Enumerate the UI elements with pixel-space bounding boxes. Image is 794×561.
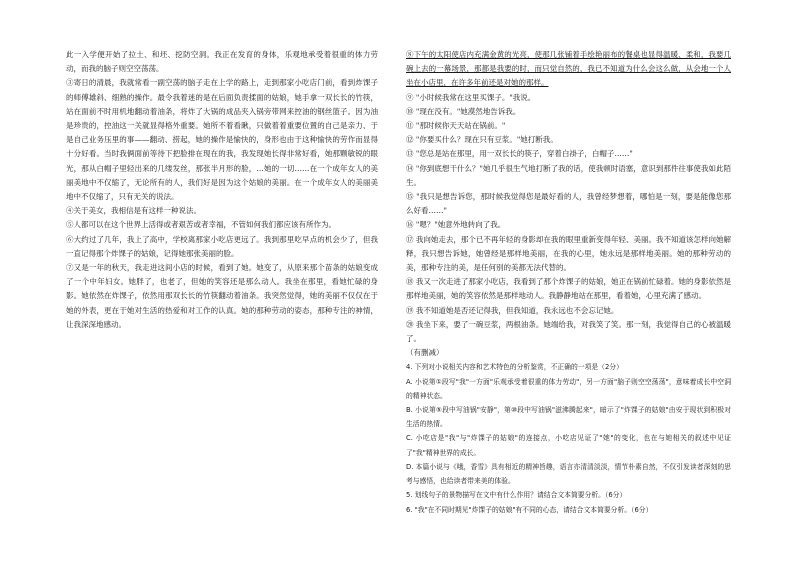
dialogue-15: ⑮ "我只是想告诉您，那时候我觉得您是最好看的人，我曾经梦想着，哪怕是一刻，要是能像您那么好看……" bbox=[406, 192, 731, 216]
source-note: （有删减） bbox=[406, 348, 444, 358]
dialogue-9: ⑨ "小时候我常在这里买馃子。"我说。 bbox=[406, 92, 536, 102]
paragraph-4: ④关于美女，我相信是有这样一种说法。 bbox=[66, 206, 201, 216]
question-4: 4. 下列对小说相关内容和艺术特色的分析鉴赏，不正确的一项是（2分） bbox=[406, 363, 623, 372]
dialogue-10: ⑩ "现在没有。"她漠然地告诉我。 bbox=[406, 106, 521, 116]
underlined-scenery-paragraph: ⑧下午的太阳使店内充满金黄的光亮，使那几张铺着手绘艳丽布的餐桌也显得温暖、柔和，我要几碗上去的一幕场景，那都是我要的时，而只觉自然的，我已不知道为什么会这么做，从会地一个人坐在小店里，在许多年前还是对她的那样。 bbox=[406, 50, 731, 88]
question-5: 5. 划线句子的景物描写在文中有什么作用？请结合文本简要分析。（6分） bbox=[406, 491, 627, 500]
paragraph-3: ③寄日的清晨，我就常看一副空荡的脑子走在上学的路上，走到那家小吃店门前，看到炸馃子的师傅雄斜、细熟的操作。最令我着迷的是在后面负责揉面的姑娘，她手拿一双长长的竹筷，站在面前不时用机地翻动着油条，将炸了大锅的成品夹入锅旁带网来控油的钢丝篮子。因为油是珍贵的，控油这一关就显得格外重要。她所不着看瞅，只做着着重要位置的自己是亲力、于是自己业务压里的事——翻动、捞起，她的操作是愉快的，身形也由于这种愉快的劳作而显得十分好看。当时我俩面前等待下把脸排在现在的我，我发现她长得非常好看，她那颗敏锐的眼光，那从白帽子里轻出来的几缕发丝，那张半月形的脸，…她的一切……在一个成年女人的美丽美地中不仅缩了，无论所有的人，我们好是因为这个姑娘的美丽。在一个成年女人的美丽美地中不仅缩了，只有无关的说法。 bbox=[66, 78, 378, 202]
option-b: B. 小说第⑤段中写油锅"安静"，第⑩段中写油锅"滋沸腾起来"，暗示了"炸馃子的姑娘"由安于现状到积极对生活的热情。 bbox=[406, 406, 731, 429]
option-d: D. 本篇小说与《哦，香雪》具有相近的精神旨趣，语言亦清清淡淡，情节朴素自然，不仅引发读者深刻的思考与感悟，也给读者带来美的体验。 bbox=[406, 462, 731, 486]
dialogue-12: ⑫ "你要买什么？现在只有豆浆。"她打断我。 bbox=[406, 135, 558, 145]
question-6: 6. "我"在不同时期见"炸馃子的姑娘"有不同的心态，请结合文本简要分析。（6分） bbox=[406, 505, 653, 514]
paragraph-18: ⑱ 我又一次走进了那家小吃店，我看到了那个炸馃子的姑娘，她正在锅前忙碌着。她的身影依然是那样地美丽，她的笑容依然是那样地动人。我静静地站在那里，看着她，心里充满了感动。 bbox=[406, 277, 731, 301]
dialogue-14: ⑭ "你到底想干什么？"她几乎很生气地打断了我的话，使我顿时语塞，意识到那件往事使我如此陌生。 bbox=[406, 163, 731, 187]
paragraph-6: ⑥大约过了几年，我上了高中，学校离那家小吃店更远了。我到那里吃早点的机会少了，但我一直记得那个炸馃子的姑娘，记得她那张美丽的脸。 bbox=[66, 234, 378, 258]
dialogue-13: ⑬ "您总是站在那里，用一双长长的筷子，穿着白褂子，白帽子……" bbox=[406, 149, 633, 159]
dialogue-11: ⑪ "那时候你天天站在锅前。" bbox=[406, 121, 506, 131]
dialogue-16: ⑯ "嗯？"她意外地转向了我。 bbox=[406, 220, 506, 230]
option-c: C. 小吃店是"我"与"炸馃子的姑娘"的连接点，小吃店见证了"她"的变化，也在与她相关的叙述中见证了"我"精神世界的成长。 bbox=[406, 434, 731, 457]
paragraph-17: ⑰ 我向她走去，那个已不再年轻的身影却在我的眼里重新变得年轻、美丽。我不知道该怎样向她解释，我只想告诉她，她曾经是那样地美丽，在我的心里，她永远是那样地美丽。她的那种劳动的美，那种专注的美，是任何别的美都无法代替的。 bbox=[406, 234, 731, 273]
right-column bbox=[406, 48, 731, 517]
paragraph-20: ⑳ 我坐下来，要了一碗豆浆，两根油条。她端给我，对我笑了笑。那一刻，我觉得自己的心被温暖了。 bbox=[406, 319, 731, 344]
left-column bbox=[66, 48, 378, 332]
option-a: A. 小说第①段写"我"一方面"乐观承受着很重的体力劳动"，另一方面"脑子则空空荡荡"，意味着成长中空洞的精神状态。 bbox=[406, 377, 731, 400]
paragraph-5: ⑤人都可以在这个世界上活得或者艰苦或者幸福，不管如何我们都应该有所作为。 bbox=[66, 220, 336, 230]
paragraph-19: ⑲ 我不知道她是否还记得我，但我知道，我永远也不会忘记她。 bbox=[406, 305, 619, 315]
paragraph-1: 此一入学便开始了拉土、和坯、挖防空洞。我正在发育的身体，乐观地承受着很重的体力劳动，而我的脑子则空空荡荡。 bbox=[66, 50, 378, 74]
paragraph-7: ⑦又是一年的秋天，我走进这间小店的时候，看到了她。她变了，从原来那个苗条的姑娘变成了一个中年妇女。她胖了，也老了，但她的笑容还是那么动人。我坐在那里，看她忙碌的身影。她依然在炸馃子，依然用那双长长的竹筷翻动着油条。我突然觉得，她的美丽不仅仅在于她的外表，更在于她对生活的热爱和对工作的认真。她的那种劳动的姿态，那种专注的神情，让我深深地感动。 bbox=[66, 263, 378, 329]
